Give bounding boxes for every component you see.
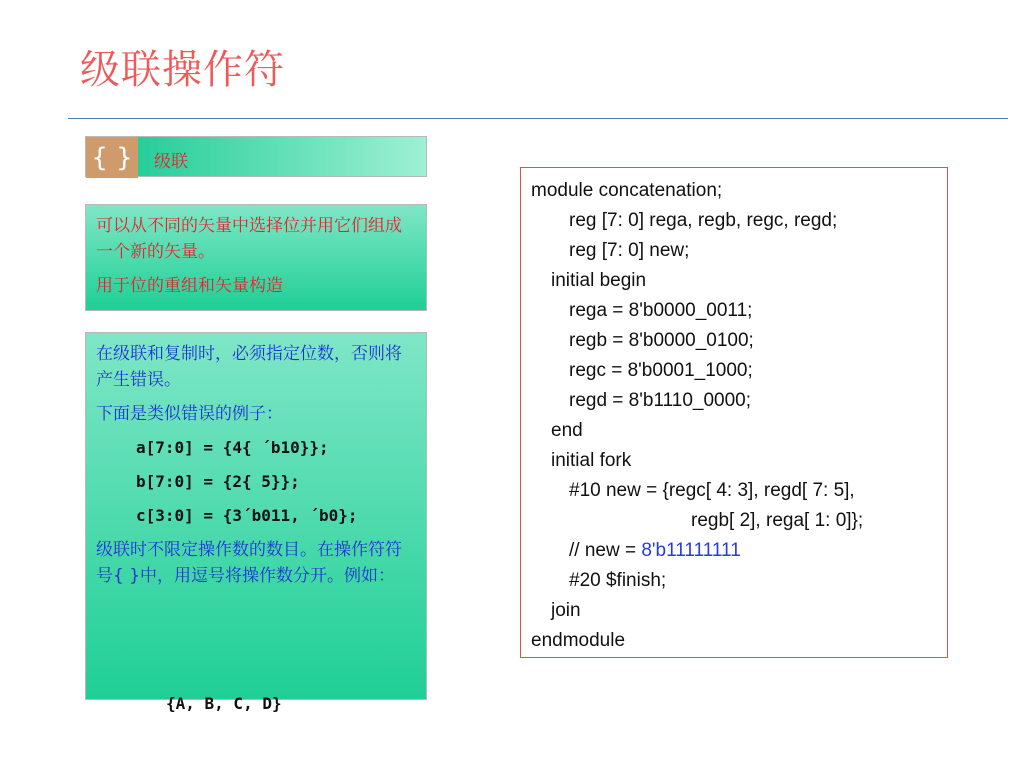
code-line: #10 new = {regc[ 4: 3], regd[ 7: 5], xyxy=(569,480,855,501)
code-line: #20 $finish; xyxy=(569,570,667,591)
code-line: rega = 8'b0000_0011; xyxy=(569,300,753,321)
rules-operand-note: 级联时不限定操作数的数目。在操作符符号{ }中，用逗号将操作数分开。例如： xyxy=(96,540,402,586)
error-example-b: b[7:0] = {2{ 5}}; xyxy=(136,472,300,491)
rules-example-intro: 下面是类似错误的例子： xyxy=(96,404,283,424)
comment-prefix: // new = xyxy=(569,540,642,561)
concat-example: {A, B, C, D} xyxy=(166,694,282,713)
rules-warning: 在级联和复制时，必须指定位数，否则将产生错误。 xyxy=(96,344,402,390)
code-line: reg [7: 0] rega, regb, regc, regd; xyxy=(569,210,838,231)
description-usage: 用于位的重组和矢量构造 xyxy=(96,276,283,296)
description-text: 可以从不同的矢量中选择位并用它们组成一个新的矢量。 xyxy=(96,216,402,262)
code-line: end xyxy=(551,420,583,441)
error-example-a: a[7:0] = {4{ ´b10}}; xyxy=(136,438,329,457)
code-line: regb[ 2], rega[ 1: 0]}; xyxy=(691,510,864,531)
title-divider xyxy=(68,118,1008,119)
code-line: regb = 8'b0000_0100; xyxy=(569,330,754,351)
code-line: initial begin xyxy=(551,270,647,291)
slide-title: 级联操作符 xyxy=(80,47,285,93)
rules-box xyxy=(85,332,427,700)
code-line: module concatenation; xyxy=(531,180,723,201)
concat-header-bar xyxy=(85,136,427,177)
verilog-code-box xyxy=(520,167,948,658)
code-line: join xyxy=(551,600,581,621)
code-comment-line xyxy=(531,536,947,566)
code-line: regc = 8'b0001_1000; xyxy=(569,360,753,381)
code-line: reg [7: 0] new; xyxy=(569,240,690,261)
code-line: initial fork xyxy=(551,450,632,471)
header-label: 级联 xyxy=(154,152,188,172)
description-box xyxy=(85,204,427,311)
error-example-c: c[3:0] = {3´b011, ´b0}; xyxy=(136,506,358,525)
code-line: regd = 8'b1110_0000; xyxy=(569,390,752,411)
code-line: endmodule xyxy=(531,630,626,651)
brace-icon: { } xyxy=(86,137,138,178)
comment-result-value: 8'b11111111 xyxy=(641,540,741,561)
